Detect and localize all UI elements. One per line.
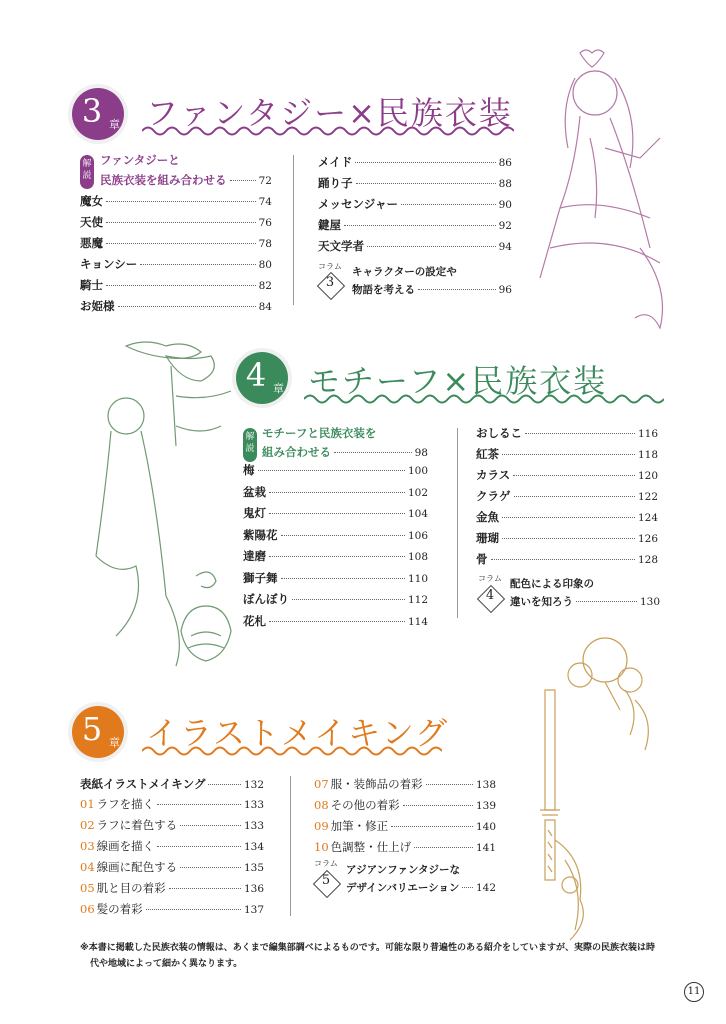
dot-leader [356, 183, 496, 184]
entry-page: 100 [407, 465, 428, 477]
entry-title: ぼんぼり [243, 592, 289, 606]
dot-leader [513, 475, 635, 476]
dot-leader [169, 888, 241, 889]
entry-page: 106 [407, 529, 428, 542]
entry-page: 112 [407, 594, 428, 606]
entry-title: 線画を描く [96, 839, 155, 853]
entry-title: 花札 [243, 613, 266, 628]
dot-leader [140, 264, 255, 265]
entry-page: 137 [243, 904, 264, 916]
toc-entry[interactable] [80, 235, 272, 253]
fantasy-character-illustration [520, 48, 700, 348]
entry-title: 骨 [476, 552, 488, 566]
entry-title: 天文学者 [318, 239, 364, 253]
entry-page: 108 [407, 551, 428, 563]
dot-leader [157, 846, 241, 847]
entry-number: 06 [80, 902, 95, 916]
dot-leader [502, 454, 635, 455]
dot-leader [367, 246, 496, 247]
chapter-4-tag: 解説 [243, 428, 257, 462]
dot-leader [281, 578, 405, 579]
chapter-3-intro-line-2[interactable]: 民族衣装を組み合わせる 72 [100, 173, 272, 187]
toc-entry[interactable] [318, 217, 512, 235]
dot-leader [180, 867, 241, 868]
entry-page: 133 [243, 799, 264, 811]
entry-page: 78 [258, 238, 272, 250]
chapter-5-badge [72, 706, 124, 758]
entry-page: 90 [498, 199, 512, 211]
toc-entry[interactable] [318, 238, 512, 256]
toc-entry[interactable] [243, 548, 428, 566]
dot-leader [401, 204, 496, 205]
entry-page: 126 [637, 533, 658, 545]
entry-title: 髪の着彩 [96, 902, 143, 916]
toc-entry[interactable] [80, 193, 272, 211]
entry-title: 達磨 [243, 549, 266, 563]
chapter-5-divider [290, 776, 291, 916]
entry-page: 92 [498, 220, 512, 232]
entry-title: 鬼灯 [243, 506, 266, 520]
entry-page: 141 [475, 842, 496, 854]
chapter-3-column-number: 3 [325, 275, 335, 290]
toc-entry[interactable] [476, 551, 658, 569]
toc-entry[interactable] [476, 446, 658, 464]
toc-entry[interactable] [314, 797, 496, 815]
toc-entry[interactable] [314, 776, 496, 794]
chapter-4-intro-line-1[interactable]: モチーフと民族衣装を [262, 426, 377, 440]
entry-page: 110 [407, 572, 428, 585]
dot-leader [403, 805, 473, 806]
entry-page: 116 [637, 428, 658, 440]
dot-leader [106, 243, 256, 244]
entry-page: 136 [243, 883, 264, 895]
dot-leader [292, 599, 405, 600]
chapter-3-title: ファンタジー×民族衣装 [146, 94, 513, 132]
dot-leader [180, 825, 241, 826]
dot-leader [106, 285, 256, 286]
toc-entry[interactable] [476, 425, 658, 443]
entry-title: クラゲ [476, 489, 511, 503]
dot-leader [106, 201, 256, 202]
chapter-5-column-label: コラム [314, 859, 338, 868]
toc-entry[interactable] [314, 818, 496, 836]
entry-title: 鍵屋 [318, 218, 341, 232]
chapter-5-column-line-2[interactable]: デザインバリエーション 142 [346, 882, 496, 894]
entry-number: 09 [314, 819, 329, 833]
dot-leader [157, 804, 241, 805]
chapter-4-column-label: コラム [478, 574, 502, 583]
entry-title: 金魚 [476, 510, 499, 524]
page-number: 11 [684, 982, 704, 1002]
chapter-4-divider [457, 428, 458, 618]
chapter-3-column-line-2[interactable]: 物語を考える 96 [352, 284, 512, 296]
chapter-3-intro-line-1[interactable]: ファンタジーと [100, 153, 180, 167]
entry-page: 102 [407, 486, 428, 499]
entry-title: お姫様 [80, 299, 115, 313]
dot-leader [269, 556, 405, 557]
toc-entry[interactable] [243, 591, 428, 609]
dot-leader [391, 826, 473, 827]
toc-entry[interactable] [80, 796, 264, 814]
chapter-5-wave-divider [142, 744, 442, 758]
entry-page: 84 [258, 301, 272, 313]
toc-entry[interactable] [243, 462, 428, 480]
entry-title: 紅茶 [476, 447, 499, 461]
dot-leader [269, 513, 405, 514]
toc-entry[interactable] [243, 570, 428, 588]
dot-leader [344, 225, 496, 226]
entry-title: 珊瑚 [476, 531, 499, 545]
chapter-3-number: 3 [81, 92, 103, 130]
toc-entry[interactable] [476, 488, 658, 506]
dot-leader [525, 433, 635, 434]
chapter-5-first-entry[interactable]: 表紙イラストメイキング 132 [80, 777, 264, 791]
toc-entry[interactable] [80, 880, 264, 898]
entry-title: 線画に配色する [96, 860, 178, 874]
toc-entry[interactable] [243, 613, 428, 631]
entry-page: 94 [498, 241, 512, 253]
entry-page: 80 [258, 259, 272, 271]
entry-title: 魔女 [80, 194, 103, 208]
footnote [80, 940, 670, 972]
toc-entry[interactable] [243, 484, 428, 502]
entry-title: 踊り子 [318, 176, 353, 190]
entry-title: 騎士 [80, 278, 103, 292]
toc-entry[interactable] [80, 817, 264, 835]
chapter-5-number: 5 [81, 710, 103, 748]
entry-page: 74 [258, 196, 272, 208]
toc-entry[interactable] [318, 175, 512, 193]
toc-entry[interactable] [80, 298, 272, 316]
toc-entry[interactable] [318, 196, 512, 214]
toc-entry[interactable] [314, 839, 496, 857]
chapter-3-sho: 章 [109, 118, 120, 131]
toc-entry[interactable] [243, 527, 428, 545]
chapter-4-wave-divider [304, 392, 664, 406]
entry-page: 86 [498, 157, 512, 169]
dot-leader [491, 559, 635, 560]
toc-entry[interactable] [476, 509, 658, 527]
dot-leader [269, 492, 405, 493]
chapter-3-column-line-1[interactable]: キャラクターの設定や [352, 266, 457, 278]
entry-number: 07 [314, 777, 329, 791]
entry-number: 01 [80, 797, 95, 811]
chapter-5-column-number: 5 [321, 873, 331, 888]
toc-entry[interactable] [476, 467, 658, 485]
entry-page: 88 [498, 178, 512, 190]
chapter-3-badge [72, 88, 124, 140]
entry-page: 122 [637, 491, 658, 503]
entry-page: 124 [637, 512, 658, 524]
dot-leader [414, 847, 473, 848]
entry-title: 肌と目の着彩 [96, 881, 166, 895]
dot-leader [426, 784, 473, 785]
toc-entry[interactable] [80, 214, 272, 232]
entry-page: 118 [637, 449, 658, 461]
entry-page: 138 [475, 779, 496, 791]
toc-entry[interactable] [318, 154, 512, 172]
entry-page: 140 [475, 821, 496, 833]
entry-title: 梅 [243, 463, 255, 477]
chapter-3-divider [293, 155, 294, 305]
katana-ornament-illustration [510, 630, 680, 950]
chapter-5-title: イラストメイキング [146, 714, 450, 752]
entry-title: 服・装飾品の着彩 [330, 777, 423, 791]
toc-entry[interactable] [80, 256, 272, 274]
dot-leader [106, 222, 256, 223]
entry-title: メイド [318, 155, 353, 169]
dot-leader [281, 535, 405, 536]
entry-title: 盆栽 [243, 484, 266, 499]
entry-title: ラフに着色する [96, 818, 178, 832]
dot-leader [355, 162, 495, 163]
chapter-3-tag: 解説 [80, 155, 94, 189]
entry-title: 悪魔 [80, 236, 103, 250]
entry-page: 120 [637, 470, 658, 482]
entry-title: おしるこ [476, 426, 522, 440]
chapter-5-column-line-1[interactable]: アジアンファンタジーな [346, 864, 461, 876]
chapter-5-sho: 章 [109, 736, 120, 749]
entry-number: 05 [80, 881, 95, 895]
entry-page: 128 [637, 554, 658, 566]
entry-number: 02 [80, 818, 95, 832]
toc-entry[interactable] [80, 277, 272, 295]
chapter-4-sho: 章 [273, 382, 284, 395]
toc-entry[interactable] [80, 901, 264, 919]
entry-title: 色調整・仕上げ [330, 840, 412, 854]
entry-number: 03 [80, 839, 95, 853]
entry-number: 10 [314, 840, 329, 854]
entry-page: 135 [243, 862, 264, 874]
footnote-line-1: ※本書に掲載した民族衣装の情報は、あくまで編集部調べによるものです。可能な限り普遍性のある紹介をしていますが、実際の民族衣装は時 [80, 943, 656, 953]
toc-entry[interactable] [243, 505, 428, 523]
toc-entry[interactable] [476, 530, 658, 548]
entry-page: 76 [258, 217, 272, 229]
entry-title: 加筆・修正 [330, 819, 389, 833]
entry-title: 天使 [80, 215, 103, 229]
chapter-4-column-line-1[interactable]: 配色による印象の [510, 578, 594, 590]
motif-character-illustration [76, 336, 246, 676]
dot-leader [502, 517, 635, 518]
entry-title: 獅子舞 [243, 570, 278, 585]
entry-title: ラフを描く [96, 797, 155, 811]
entry-title: メッセンジャー [318, 197, 398, 211]
entry-number: 08 [314, 798, 329, 812]
chapter-3-wave-divider [142, 124, 514, 138]
chapter-4-number: 4 [245, 356, 267, 394]
entry-page: 139 [475, 800, 496, 812]
dot-leader [502, 538, 635, 539]
entry-title: カラス [476, 468, 511, 482]
chapter-4-column-number: 4 [485, 588, 495, 603]
entry-title: キョンシー [80, 257, 138, 271]
entry-page: 133 [243, 820, 264, 832]
chapter-3-column-label: コラム [318, 262, 342, 271]
entry-title: 紫陽花 [243, 527, 278, 542]
dot-leader [118, 306, 256, 307]
entry-title: その他の着彩 [330, 798, 400, 812]
entry-page: 134 [243, 841, 264, 853]
toc-entry[interactable] [80, 859, 264, 877]
footnote-line-2: 代や地域によって細かく異なります。 [90, 959, 243, 969]
entry-page: 114 [407, 615, 428, 628]
chapter-4-title: モチーフ×民族衣装 [308, 362, 608, 400]
chapter-4-column-line-2[interactable]: 違いを知ろう 130 [510, 596, 660, 608]
entry-page: 104 [407, 508, 428, 520]
entry-number: 04 [80, 860, 95, 874]
dot-leader [269, 621, 405, 622]
dot-leader [514, 496, 635, 497]
dot-leader [146, 909, 241, 910]
toc-entry[interactable] [80, 838, 264, 856]
entry-page: 82 [258, 280, 272, 292]
dot-leader [258, 470, 405, 471]
chapter-4-intro-line-2[interactable]: 組み合わせる 98 [262, 445, 428, 459]
